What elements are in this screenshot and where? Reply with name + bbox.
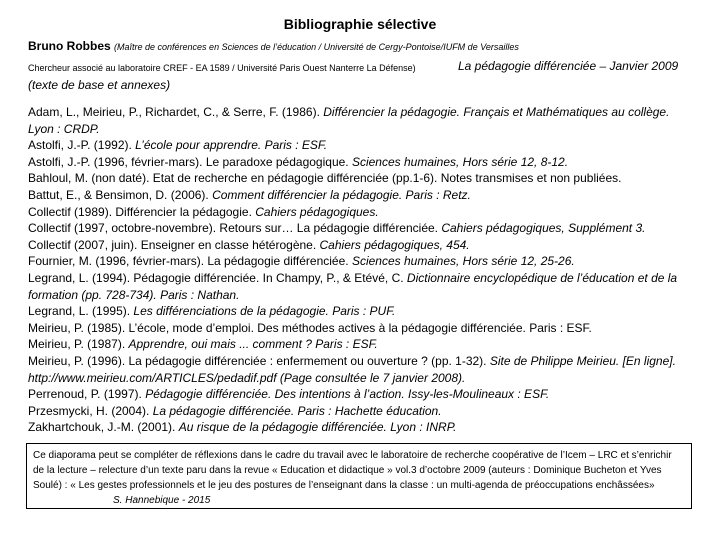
reference-item — [28, 170, 698, 187]
reference-main-text: Fournier, M. (1996, février-mars). La pédagogie différenciée. — [28, 254, 352, 269]
reference-main-text: Meirieu, P. (1987). — [28, 337, 129, 352]
reference-item — [28, 403, 698, 420]
reference-item — [28, 336, 698, 353]
reference-main-text: Astolfi, J.-P. (1996, février-mars). Le paradoxe pédagogique. — [28, 154, 352, 169]
reference-italic-text: Sciences humaines, Hors série 12, 25-26. — [351, 254, 575, 269]
reference-italic-text: Différencier la pédagogie. Français et Mathématiques au collège. Lyon : CRDP. — [28, 105, 670, 136]
reference-item — [28, 270, 698, 303]
author-affiliation: Chercheur associé au laboratoire CREF - EA 1589 / Université Paris Ouest Nanterre La Défense) — [28, 63, 416, 73]
header-block — [28, 38, 698, 93]
reference-italic-text: Sciences humaines, Hors série 12, 8-12. — [351, 154, 569, 169]
reference-item — [28, 237, 698, 254]
reference-italic-text: Pédagogie différenciée. Des intentions à l’action. Issy-les-Moulineaux : ESF. — [145, 387, 550, 402]
reference-item — [28, 137, 698, 154]
reference-main-text: Collectif (1997, octobre-novembre). Retours sur… La pédagogie différenciée. — [28, 221, 442, 236]
reference-italic-text: La pédagogie différenciée. Paris : Hachette éducation. — [152, 403, 442, 418]
reference-item — [28, 320, 698, 337]
reference-italic-text: Site de Philippe Meirieu. [En ligne]. http://www.meirieu.com/ARTICLES/pedadif.pdf (Page consultée le 7 janvier 2008). — [28, 353, 676, 385]
reference-item — [28, 353, 698, 386]
reference-main-text: Adam, L., Meirieu, P., Richardet, C., & Serre, F. (1986). — [28, 105, 324, 119]
page-title: Bibliographie sélective — [283, 16, 437, 32]
reference-item — [28, 104, 698, 137]
reference-main-text: Perrenoud, P. (1997). — [28, 387, 146, 402]
reference-main-text: Battut, E., & Bensimon, D. (2006). — [28, 187, 213, 202]
reference-item — [28, 154, 698, 171]
reference-main-text: Astolfi, J.-P. (1992). — [28, 138, 136, 153]
reference-italic-text: Comment différencier la pédagogie. Paris : Retz. — [212, 187, 471, 202]
reference-item — [28, 253, 698, 270]
reference-main-text: Przesmycki, H. (2004). — [28, 403, 153, 418]
reference-italic-text: Cahiers pédagogiques, 454. — [319, 237, 470, 252]
reference-main-text: Collectif (2007, juin). Enseigner en classe hétérogène. — [28, 237, 320, 252]
reference-main-text: Zakhartchouk, J.-M. (2001). — [28, 420, 179, 435]
note-box — [26, 443, 692, 509]
author-name: Bruno Robbes — [28, 39, 111, 53]
reference-item — [28, 187, 698, 204]
reference-main-text: Bahloul, M. (non daté). Etat de recherche en pédagogie différenciée (pp.1-6). Notes transmises et non publiées. — [28, 171, 622, 186]
reference-italic-text: Apprendre, oui mais ... comment ? Paris : ESF. — [128, 337, 378, 352]
work-note: (texte de base et annexes) — [28, 78, 171, 92]
reference-main-text: Meirieu, P. (1985). L’école, mode d’emploi. Des méthodes actives à la pédagogie différenciée. Paris : ESF. — [28, 320, 592, 335]
reference-italic-text: Cahiers pédagogiques, Supplément 3. — [441, 221, 646, 236]
reference-item — [28, 220, 698, 237]
affiliation-line — [28, 59, 698, 77]
work-title: La pédagogie différenciée – Janvier 2009 — [458, 59, 679, 73]
reference-italic-text: Les différenciations de la pédagogie. Paris : PUF. — [133, 304, 396, 319]
reference-main-text: Meirieu, P. (1996). La pédagogie différenciée : enfermement ou ouverture ? (pp. 1-32). — [28, 353, 490, 368]
note-text: Ce diaporama peut se compléter de réflexions dans le cadre du travail avec le laboratoire de recherche coopérative de l’Icem – LRC et s’enrichir de la lecture – relecture d’un texte paru dans la revue « Education et didactique » vol.3 d’octobre 2009 (auteurs : Dominique Bucheton et Yves Soulé) : « Les gestes professionnels et le jeu des postures de l’enseignant dans la classe : un multi-agenda de préoccupations enchâssées» — [33, 450, 672, 491]
reference-list — [28, 104, 698, 436]
note-signature: S. Hannebique - 2015 — [113, 495, 211, 506]
reference-item — [28, 386, 698, 403]
reference-item — [28, 303, 698, 320]
reference-italic-text: L’école pour apprendre. Paris : ESF. — [135, 138, 328, 153]
author-line — [28, 38, 698, 55]
reference-main-text: Collectif (1989). Différencier la pédagogie. — [28, 204, 256, 219]
reference-italic-text: Cahiers pédagogiques. — [255, 204, 379, 219]
reference-main-text: Legrand, L. (1994). Pédagogie différenciée. In Champy, P., & Etévé, C. — [28, 270, 407, 285]
reference-italic-text: Au risque de la pédagogie différenciée. Lyon : INRP. — [178, 420, 457, 435]
author-role: (Maître de conférences en Sciences de l’éducation / Université de Cergy-Pontoise/IUFM de Versailles — [114, 42, 519, 52]
reference-main-text: Legrand, L. (1995). — [28, 304, 134, 319]
reference-item — [28, 204, 698, 221]
reference-item — [28, 419, 698, 436]
reference-italic-text: Dictionnaire encyclopédique de l’éducation et de la formation (pp. 728-734). Paris : Nathan. — [28, 270, 678, 302]
